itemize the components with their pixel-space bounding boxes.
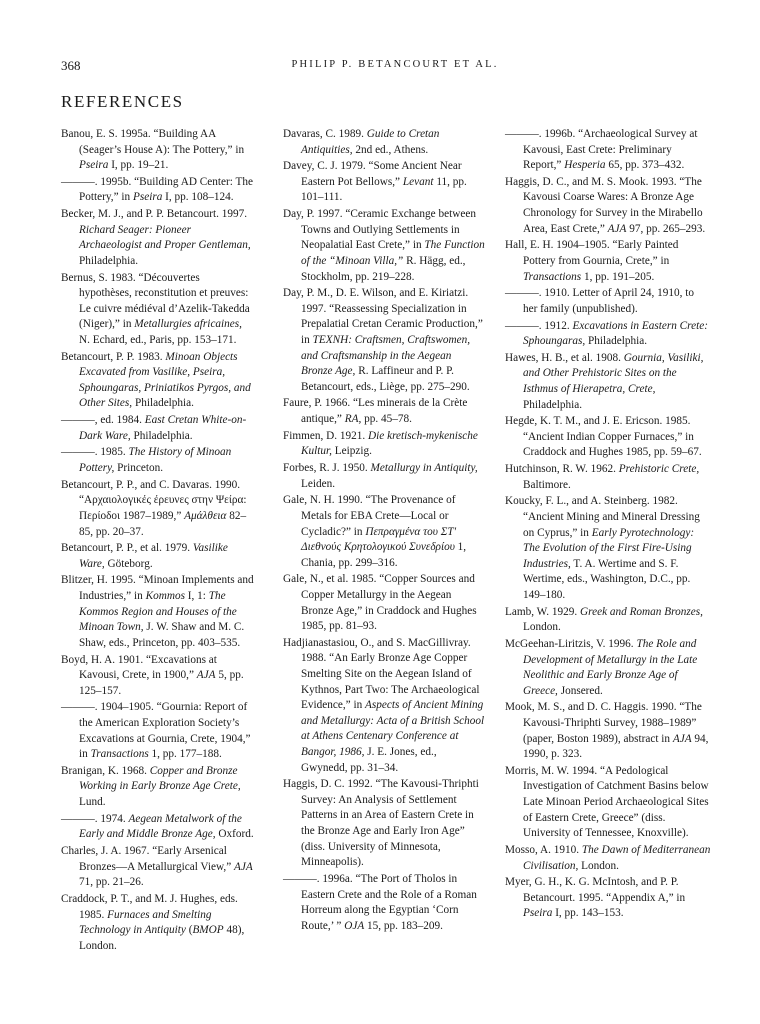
reference-text: Lund. — [79, 796, 106, 809]
reference-text: 11, pp. 101–111. — [301, 175, 467, 204]
reference-entry — [505, 175, 711, 237]
reference-text: Princeton. — [114, 462, 164, 475]
reference-text: McGeehan-Liritzis, V. 1996. — [505, 637, 637, 650]
reference-text: Philadelphia. — [132, 397, 194, 410]
reference-title: Αμάλθεια — [184, 509, 227, 522]
reference-text: R. Laffineur and P. P. Betancourt, eds., Liège, pp. 275–290. — [301, 365, 470, 393]
reference-title: RA, — [344, 413, 362, 426]
reference-text: Oxford. — [215, 828, 254, 841]
references-column-1 — [61, 127, 255, 955]
reference-text: Craddock, P. T., and M. J. Hughes, eds. 1985. — [61, 892, 238, 921]
reference-entry — [505, 494, 711, 603]
reference-title: The Kommos Region and Houses of the Minoan Town, — [79, 590, 237, 634]
section-title: REFERENCES — [61, 92, 184, 111]
reference-text: 82–85, pp. 20–37. — [79, 509, 247, 538]
reference-entry — [61, 413, 255, 444]
reference-title: AJA — [607, 222, 627, 235]
reference-text: ———, ed. 1984. — [61, 414, 145, 427]
reference-text: Fimmen, D. 1921. — [283, 429, 369, 442]
reference-text: Morris, M. W. 1994. “A Pedological Investigation of Catchment Basins below Late Minoan Period Archaeological Sites of Eastern Crete, Greece” (diss. University of Tennessee, Knoxville). — [505, 764, 709, 840]
reference-title: Gournia, Vasiliki, and Other Prehistoric Sites on the Isthmus of Hierapetra, Crete, — [523, 351, 704, 395]
reference-text: J. E. Jones, ed., Gwynedd, pp. 31–34. — [301, 746, 437, 774]
reference-text: Leiden. — [301, 477, 336, 490]
reference-text: 71, pp. 21–26. — [79, 876, 144, 889]
reference-text: Göteborg. — [104, 557, 153, 570]
reference-text: Betancourt, P. P., et al. 1979. — [61, 542, 193, 555]
reference-text: Day, P. M., D. E. Wilson, and E. Kiriatzi. 1997. “Reassessing Specialization in Prepalatial Cretan Ceramic Production,” in — [283, 287, 483, 346]
reference-title: Pseira — [79, 159, 109, 172]
reference-entry — [505, 351, 711, 413]
reference-text: Mook, M. S., and D. C. Haggis. 1990. “The Kavousi-Thriphti Survey, 1988–1989” (paper, Boston 1989), abstract in — [505, 701, 702, 745]
reference-entry — [61, 127, 255, 174]
reference-text: 5, pp. 125–157. — [79, 669, 244, 697]
reference-title: Aspects of Ancient Mining and Metallurgy: Acta of a British School at Athens Centenary Conference at Bangor, 1986, — [301, 699, 485, 758]
reference-title: Pseira — [132, 191, 163, 204]
reference-title: Metallurgies africaines, — [134, 318, 242, 331]
reference-title: Early Pyrotechnology: The Evolution of the First Fire-Using Industries, — [523, 526, 695, 570]
reference-text: Philadelphia. — [585, 335, 648, 348]
reference-text: Gale, N., et al. 1985. “Copper Sources and Copper Metallurgy in the Aegean Bronze Age,” in Craddock and Hughes 1985, pp. 81–93. — [283, 573, 477, 633]
reference-title: Prehistoric Crete, — [618, 463, 700, 476]
reference-text: Koucky, F. L., and A. Steinberg. 1982. “Ancient Mining and Mineral Dressing on Cyprus,” in — [505, 495, 700, 539]
reference-text: Boyd, H. A. 1901. “Excavations at Kavousi, Crete, in 1900,” — [61, 653, 217, 682]
reference-text: Davaras, C. 1989. — [283, 128, 367, 140]
reference-entry — [61, 844, 255, 891]
reference-text: ———. 1974. — [61, 812, 129, 825]
reference-text: Betancourt, P. P., and C. Davaras. 1990. “Αρχαιολογικές έρευνες στην Ψείρα: Περίοδοι 1987–1989,” — [61, 478, 247, 522]
reference-entry — [283, 429, 485, 460]
reference-text: Davey, C. J. 1979. “Some Ancient Near Eastern Pot Bellows,” — [283, 160, 462, 188]
reference-text: 94, 1990, p. 323. — [523, 732, 709, 761]
reference-text: London. — [578, 859, 619, 872]
reference-text: 48), London. — [79, 924, 245, 952]
reference-title: Hesperia — [564, 159, 606, 172]
reference-entry — [61, 271, 255, 349]
reference-text: 2nd ed., Athens. — [352, 143, 429, 156]
reference-text: 65, pp. 373–432. — [605, 159, 685, 172]
reference-entry — [61, 478, 255, 540]
reference-title: Richard Seager: Pioneer Archaeologist and Proper Gentleman, — [79, 223, 251, 252]
reference-title: Vasilike Ware, — [79, 542, 228, 570]
reference-entry — [505, 764, 711, 842]
reference-text: Becker, M. J., and P. P. Betancourt. 1997. — [61, 208, 248, 221]
reference-text: Bernus, S. 1983. “Découvertes hypothèses, reconstitution et preuves: Le cuivre médiéval d’Azelik-Takedda (Niger),” in — [61, 271, 250, 331]
reference-text: Day, P. 1997. “Ceramic Exchange between Towns and Outlying Settlements in Neopalatial East Crete,” in — [283, 208, 476, 252]
reference-entry — [505, 700, 711, 762]
reference-text: I, pp. 108–124. — [162, 191, 234, 204]
reference-title: Pseira — [523, 907, 553, 920]
reference-text: I, pp. 19–21. — [108, 159, 169, 172]
reference-title: East Cretan White-on-Dark Ware, — [79, 414, 247, 442]
reference-title: Furnaces and Smelting Technology in Antiquity — [79, 908, 212, 937]
reference-title: TEXNH: Craftsmen, Craftswomen, and Craftsmanship in the Aegean Bronze Age, — [301, 334, 471, 378]
reference-text: 1, pp. 177–188. — [148, 748, 222, 761]
reference-title: BMOP — [192, 924, 224, 937]
reference-text: Hadjianastasiou, O., and S. MacGillivray. 1988. “An Early Bronze Age Copper Smelting Site on the Aegean Island of Kythnos, Part Two: The Archaeological Evidence,” in — [283, 636, 480, 712]
reference-text: Philadelphia. — [79, 254, 139, 267]
reference-title: Aegean Metalwork of the Early and Middle Bronze Age, — [79, 812, 242, 841]
reference-text: ———. 1996a. “The Port of Tholos in Eastern Crete and the Role of a Roman Horreum along the Egyptian ‘Corn Route,’ ” — [283, 872, 477, 932]
reference-title: AJA — [234, 860, 253, 873]
reference-text: Forbes, R. J. 1950. — [283, 462, 371, 475]
running-head: PHILIP P. BETANCOURT ET AL. — [291, 59, 499, 70]
reference-entry — [505, 286, 711, 317]
reference-title: Guide to Cretan Antiquities, — [301, 128, 440, 156]
reference-title: Πεπραγμένα του ΣΤ′ Διεθνούς Κρητολογικού Συνεδρίου — [301, 525, 457, 554]
reference-title: The Role and Development of Metallurgy in the Late Neolithic and Early Bronze Age of Greece, — [523, 637, 698, 697]
reference-entry — [61, 207, 255, 269]
reference-title: AJA — [672, 732, 692, 745]
reference-text: Branigan, K. 1968. — [61, 764, 150, 777]
reference-text: Lamb, W. 1929. — [505, 605, 580, 618]
reference-entry — [505, 462, 711, 493]
reference-entry — [61, 541, 255, 572]
reference-entry — [505, 637, 711, 699]
reference-title: OJA — [344, 919, 365, 932]
reference-entry — [283, 127, 485, 158]
reference-entry — [61, 445, 255, 476]
reference-text: Hawes, H. B., et al. 1908. — [505, 351, 624, 364]
reference-text: Haggis, D. C. 1992. “The Kavousi-Thriphti Survey: An Analysis of Settlement Patterns in an Area of Eastern Crete in the Bronze Age and Early Iron Age” (diss. University of Minnesota, Minneapolis). — [283, 778, 479, 869]
reference-text: ———. 1995b. “Building AD Center: The Pottery,” in — [61, 175, 253, 204]
reference-title: Kommos — [145, 590, 185, 603]
reference-text: ———. 1985. — [61, 446, 129, 459]
reference-text: 1, Chania, pp. 299–316. — [301, 541, 467, 569]
reference-entry — [505, 319, 711, 350]
reference-text: ———. 1904–1905. “Gournia: Report of the American Exploration Society’s Excavations at Gournia, Crete, 1904,” in — [61, 701, 251, 761]
reference-entry — [283, 207, 485, 285]
reference-text: pp. 45–78. — [361, 413, 412, 426]
reference-text: London. — [523, 621, 561, 634]
reference-text: Blitzer, H. 1995. “Minoan Implements and Industries,” in — [61, 574, 254, 603]
reference-text: Gale, N. H. 1990. “The Provenance of Metals for EBA Crete—Local or Cycladic?” in — [283, 494, 456, 538]
reference-title: Transactions — [523, 270, 582, 283]
reference-title: Levant — [402, 175, 434, 188]
reference-entry — [505, 605, 711, 636]
reference-entry — [283, 636, 485, 776]
reference-entry — [283, 286, 485, 395]
reference-text: 15, pp. 183–209. — [364, 919, 443, 932]
reference-entry — [283, 777, 485, 871]
reference-entry — [505, 875, 711, 922]
reference-title: Greek and Roman Bronzes, — [580, 605, 703, 618]
reference-title: The Dawn of Mediterranean Civilisation, — [523, 843, 711, 872]
reference-text: Myer, G. H., K. G. McIntosh, and P. P. Betancourt. 1995. “Appendix A,” in — [505, 876, 686, 904]
reference-text: Hutchinson, R. W. 1962. — [505, 463, 619, 476]
reference-entry — [283, 572, 485, 634]
reference-entry — [505, 238, 711, 285]
reference-title: The History of Minoan Pottery, — [79, 446, 232, 475]
reference-title: Die kretisch-mykenische Kultur, — [301, 429, 478, 458]
reference-text: ———. 1912. — [505, 319, 573, 332]
reference-text: Jonsered. — [557, 684, 603, 697]
reference-title: Copper and Bronze Working in Early Bronze Age Crete, — [79, 764, 241, 793]
reference-text: 97, pp. 265–293. — [626, 222, 706, 235]
reference-entry — [61, 812, 255, 843]
reference-text: Betancourt, P. P. 1983. — [61, 350, 166, 363]
reference-text: Philadelphia. — [523, 398, 583, 411]
reference-text: I, 1: — [184, 590, 209, 603]
references-column-3 — [505, 127, 711, 923]
reference-title: Excavations in Eastern Crete: Sphoungaras, — [523, 319, 708, 348]
reference-entry — [283, 872, 485, 934]
reference-text: ———. 1910. Letter of April 24, 1910, to her family (unpublished). — [505, 287, 695, 315]
reference-entry — [505, 414, 711, 461]
reference-text: T. A. Wertime and S. F. Wertime, eds., Washington, D.C., pp. 149–180. — [523, 557, 691, 601]
reference-entry — [61, 573, 255, 651]
reference-entry — [283, 493, 485, 571]
reference-text: Philadelphia. — [130, 429, 193, 442]
reference-text: Baltimore. — [523, 478, 571, 491]
reference-text: ———. 1996b. “Archaeological Survey at Kavousi, East Crete: Preliminary Report,” — [505, 128, 698, 172]
reference-entry — [505, 127, 711, 174]
reference-entry — [61, 892, 255, 954]
reference-title: Transactions — [90, 748, 149, 761]
reference-text: Banou, E. S. 1995a. “Building AA (Seager’s House A): The Pottery,” in — [61, 128, 245, 156]
references-column-2 — [283, 127, 485, 935]
reference-entry — [283, 396, 485, 427]
reference-title: The Function of the “Minoan Villa,” — [301, 239, 485, 267]
reference-text: Faure, P. 1966. “Les minerais de la Crète antique,” — [283, 397, 468, 426]
reference-text: Hall, E. H. 1904–1905. “Early Painted Pottery from Gournia, Crete,” in — [505, 239, 679, 267]
reference-entry — [61, 700, 255, 762]
reference-entry — [505, 843, 711, 874]
reference-text: 1, pp. 191–205. — [581, 270, 655, 283]
reference-entry — [61, 350, 255, 412]
reference-entry — [283, 159, 485, 206]
reference-text: J. W. Shaw and M. C. Shaw, eds., Princeton, pp. 403–535. — [79, 621, 245, 649]
reference-text: Charles, J. A. 1967. “Early Arsenical Bronzes—A Metallurgical View,” — [61, 845, 235, 873]
page-number: 368 — [61, 58, 81, 73]
reference-text: Mosso, A. 1910. — [505, 843, 582, 856]
reference-text: Haggis, D. C., and M. S. Mook. 1993. “The Kavousi Coarse Wares: A Bronze Age Chronology for Survey in the Mirabello Area, East Crete,” — [505, 175, 703, 235]
reference-text: N. Echard, ed., Paris, pp. 153–171. — [79, 334, 237, 346]
reference-entry — [61, 764, 255, 811]
reference-entry — [283, 461, 485, 492]
reference-text: I, pp. 143–153. — [552, 907, 624, 920]
reference-title: AJA — [196, 669, 216, 682]
reference-title: Metallurgy in Antiquity, — [370, 462, 478, 475]
reference-entry — [61, 653, 255, 700]
reference-entry — [61, 175, 255, 206]
reference-text: Hegde, K. T. M., and J. E. Ericson. 1985. “Ancient Indian Copper Furnaces,” in Craddock and Hughes 1985, pp. 59–67. — [505, 415, 702, 459]
reference-text: ( — [185, 924, 193, 937]
reference-text: R. Hägg, ed., Stockholm, pp. 219–228. — [301, 254, 466, 283]
reference-title: Minoan Objects Excavated from Vasilike, Pseira, Sphoungaras, Priniatikos Pyrgos, and Other Sites, — [79, 350, 251, 410]
reference-text: Leipzig. — [331, 445, 372, 458]
